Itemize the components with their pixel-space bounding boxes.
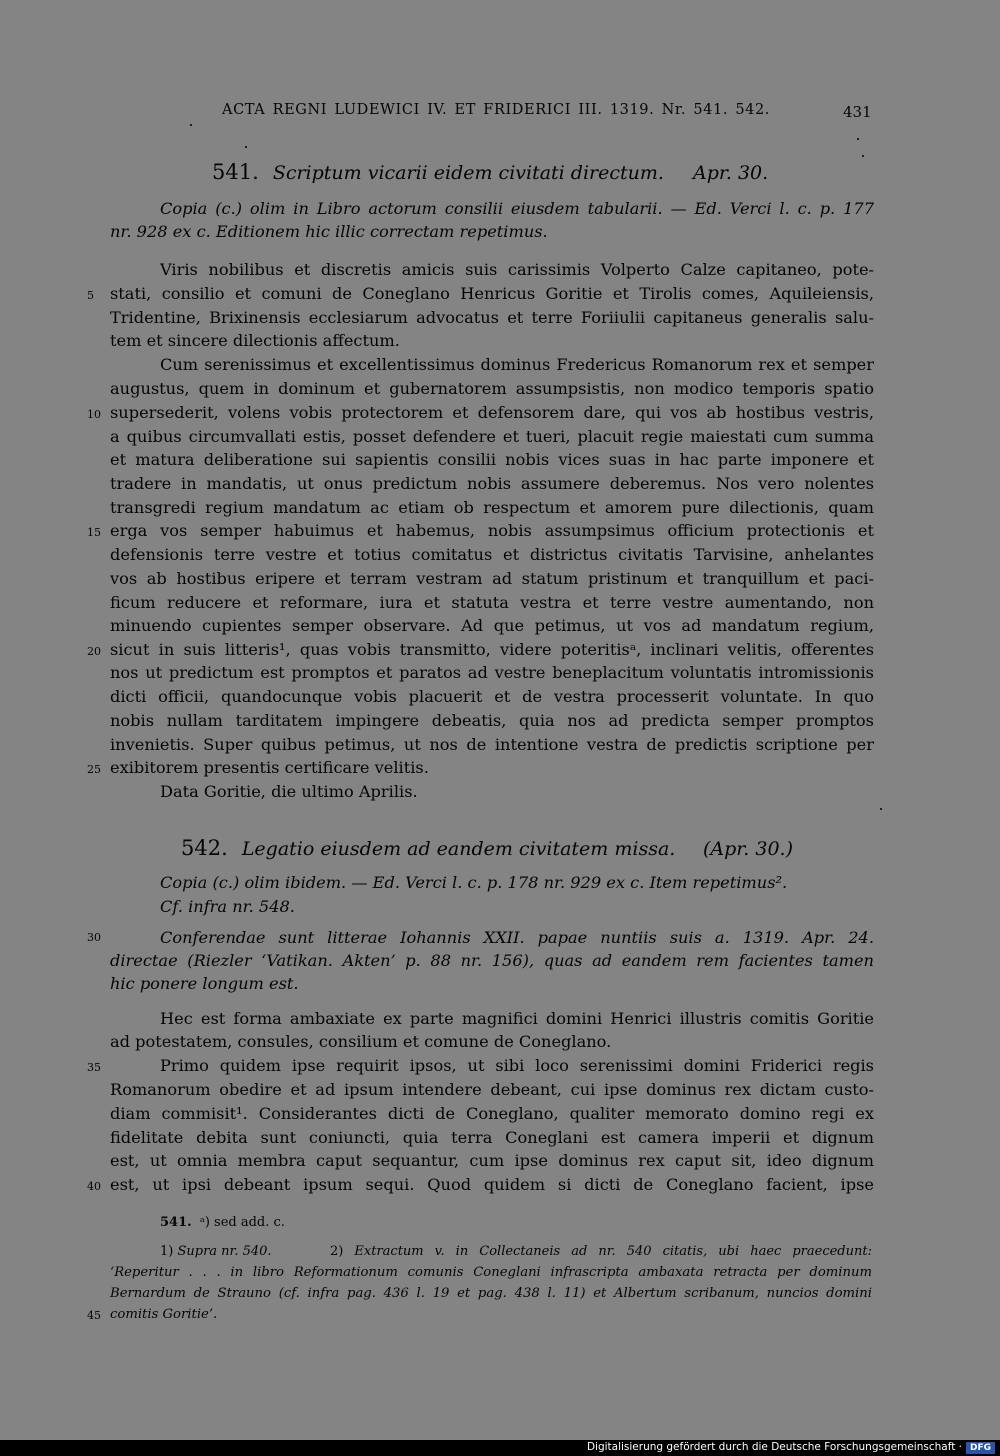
scan-speck	[245, 146, 247, 148]
text-line: exibitorem presentis certificare velitis.	[110, 758, 429, 777]
scan-speck	[880, 808, 882, 810]
entry-542-date-text: (Apr. 30.)	[703, 838, 793, 860]
text-line: transgredi regium mandatum ac etiam ob respectum et amorem pure dilectionis, quam	[110, 498, 874, 517]
line-number: 25	[87, 763, 101, 776]
entry-541-number: 541.	[212, 160, 259, 184]
footnote-2	[330, 1242, 872, 1263]
digitization-footer	[0, 1440, 1000, 1456]
entry-542-source-line: Cf. infra nr. 548.	[160, 897, 295, 916]
dfg-logo-icon: DFG	[966, 1442, 995, 1454]
text-line: ad potestatem, consules, consilium et comune de Coneglano.	[110, 1032, 612, 1051]
line-number: 30	[87, 931, 101, 944]
footnote-1-text: Supra nr. 540.	[177, 1244, 272, 1259]
scan-speck	[857, 138, 859, 140]
footnote-2-line: Bernardum de Strauno (cf. infra pag. 436 l. 19 et pag. 438 l. 11) et Albertum scribanum, nuncios domini	[110, 1286, 872, 1301]
text-line: tem et sincere dilectionis affectum.	[110, 331, 400, 350]
line-number: 40	[87, 1180, 101, 1193]
text-line: Data Goritie, die ultimo Aprilis.	[160, 782, 418, 801]
text-line: erga vos semper habuimus et habemus, nobis assumpsimus officium protectionis et	[110, 521, 874, 540]
text-line: augustus, quem in dominum et gubernatorem assumpsistis, non modico temporis spatio	[110, 379, 874, 398]
footer-credit: Digitalisierung gefördert durch die Deutsche Forschungsgemeinschaft ·	[586, 1441, 962, 1453]
text-line: ficum reducere et reformare, iura et statuta vestra et terre vestre aumentando, non	[110, 593, 874, 612]
entry-542-source-line: directae (Riezler ‘Vatikan. Akten’ p. 88 nr. 156), quas ad eandem rem facientes tamen	[110, 951, 874, 970]
footnote-1	[160, 1242, 272, 1263]
footnote-2-text: Extractum v. in Collectaneis ad nr. 540 citatis, ubi haec praecedunt:	[354, 1244, 872, 1259]
text-line: supersederit, volens vobis protectorem et defensorem dare, qui vos ab hostibus vestris,	[110, 403, 874, 422]
variant-note	[160, 1213, 285, 1234]
text-line: stati, consilio et comuni de Coneglano Henricus Goritie et Tirolis comes, Aquileiensis,	[110, 284, 874, 303]
text-line: nobis nullam tarditatem impingere debeatis, quia nos ad predicta semper promptos	[110, 711, 874, 730]
entry-542-number: 542.	[181, 836, 228, 860]
text-line: minuendo cupientes semper observare. Ad que petimus, ut vos ad mandatum regium,	[110, 616, 874, 635]
scan-speck	[190, 124, 192, 126]
entry-542-heading	[181, 836, 675, 860]
line-number: 20	[87, 645, 101, 658]
text-line: Tridentine, Brixinensis ecclesiarum advocatus et terre Foriiulii capitaneus generalis salu-	[110, 308, 874, 327]
text-line: vos ab hostibus eripere et terram vestram ad statum pristinum et tranquillum et paci-	[110, 569, 874, 588]
variant-note-number: 541.	[160, 1215, 192, 1230]
entry-542-source-line: Conferendae sunt litterae Iohannis XXII. papae nuntiis suis a. 1319. Apr. 24.	[160, 928, 874, 947]
line-number: 35	[87, 1061, 101, 1074]
footnote-2-line: comitis Goritie’.	[110, 1307, 218, 1322]
text-line: a quibus circumvallati estis, posset defendere et tueri, placuit regie maiestati cum summa	[110, 427, 874, 446]
text-line: defensionis terre vestre et totius comitatus et districtus civitatis Tarvisine, anhelantes	[110, 545, 874, 564]
scan-speck	[862, 155, 864, 157]
entry-542-source-line: hic ponere longum est.	[110, 974, 299, 993]
line-number: 15	[87, 526, 101, 539]
text-line: Primo quidem ipse requirit ipsos, ut sibi loco serenissimi domini Friderici regis	[160, 1056, 874, 1075]
text-line: est, ut omnia membra caput sequantur, cum ipse dominus rex caput sit, ideo dignum	[110, 1151, 874, 1170]
text-line: diam commisit¹. Considerantes dicti de Coneglano, qualiter memorato domino regi ex	[110, 1104, 874, 1123]
footnote-1-number: 1)	[160, 1244, 174, 1259]
line-number: 10	[87, 408, 101, 421]
text-line: dicti officii, quandocunque vobis placuerit et de vestra processerit voluntate. In quo	[110, 687, 874, 706]
entry-541-source-line: Copia (c.) olim in Libro actorum consilii eiusdem tabularii. — Ed. Verci l. c. p. 177	[160, 199, 874, 218]
text-line: Viris nobilibus et discretis amicis suis carissimis Volperto Calze capitaneo, pote-	[160, 260, 874, 279]
text-line: sicut in suis litteris¹, quas vobis transmitto, videre poteritisᵃ, inclinari velitis, offerentes	[110, 640, 874, 659]
entry-542-source-line: Copia (c.) olim ibidem. — Ed. Verci l. c. p. 178 nr. 929 ex c. Item repetimus².	[160, 873, 788, 892]
text-line: est, ut ipsi debeant ipsum sequi. Quod quidem si dicti de Coneglano facient, ipse	[110, 1175, 874, 1194]
footnote-2-line: ‘Reperitur . . . in libro Reformationum comunis Coneglani infrascripta ambaxata retracta per dominum	[110, 1265, 872, 1280]
entry-542-title: Legatio eiusdem ad eandem civitatem missa.	[241, 838, 676, 860]
text-line: et matura deliberatione sui sapientis consilii nobis vices suas in hac parte imponere et	[110, 450, 874, 469]
text-line: Hec est forma ambaxiate ex parte magnifici domini Henrici illustris comitis Goritie	[160, 1009, 874, 1028]
text-line: tradere in mandatis, ut onus predictum nobis assumere deberemus. Nos vero nolentes	[110, 474, 874, 493]
entry-541-date-text: Apr. 30.	[693, 162, 769, 184]
line-number: 45	[87, 1309, 101, 1322]
text-line: invenietis. Super quibus petimus, ut nos de intentione vestra de predictis scriptione per	[110, 735, 874, 754]
text-line: Cum serenissimus et excellentissimus dominus Fredericus Romanorum rex et semper	[160, 355, 874, 374]
entry-541-heading	[212, 160, 664, 184]
variant-note-text: ᵃ) sed add. c.	[199, 1215, 285, 1230]
footnote-2-number: 2)	[330, 1244, 344, 1259]
text-line: fidelitate debita sunt coniuncti, quia terra Coneglani est camera imperii et dignum	[110, 1128, 874, 1147]
text-line: nos ut predictum est promptos et paratos ad vestre beneplacitum voluntatis intromissionis	[110, 663, 874, 682]
text-line: Romanorum obedire et ad ipsum intendere debeant, cui ipse dominus rex dictam custo-	[110, 1080, 874, 1099]
entry-542-date	[703, 838, 793, 860]
running-header: ACTA REGNI LUDEWICI IV. ET FRIDERICI III. 1319. Nr. 541. 542.	[222, 102, 770, 118]
line-number: 5	[87, 289, 94, 302]
entry-541-title: Scriptum vicarii eidem civitati directum.	[272, 162, 664, 184]
page-number: 431	[843, 103, 872, 121]
entry-541-source-line: nr. 928 ex c. Editionem hic illic correctam repetimus.	[110, 222, 548, 241]
entry-541-date	[693, 162, 768, 184]
